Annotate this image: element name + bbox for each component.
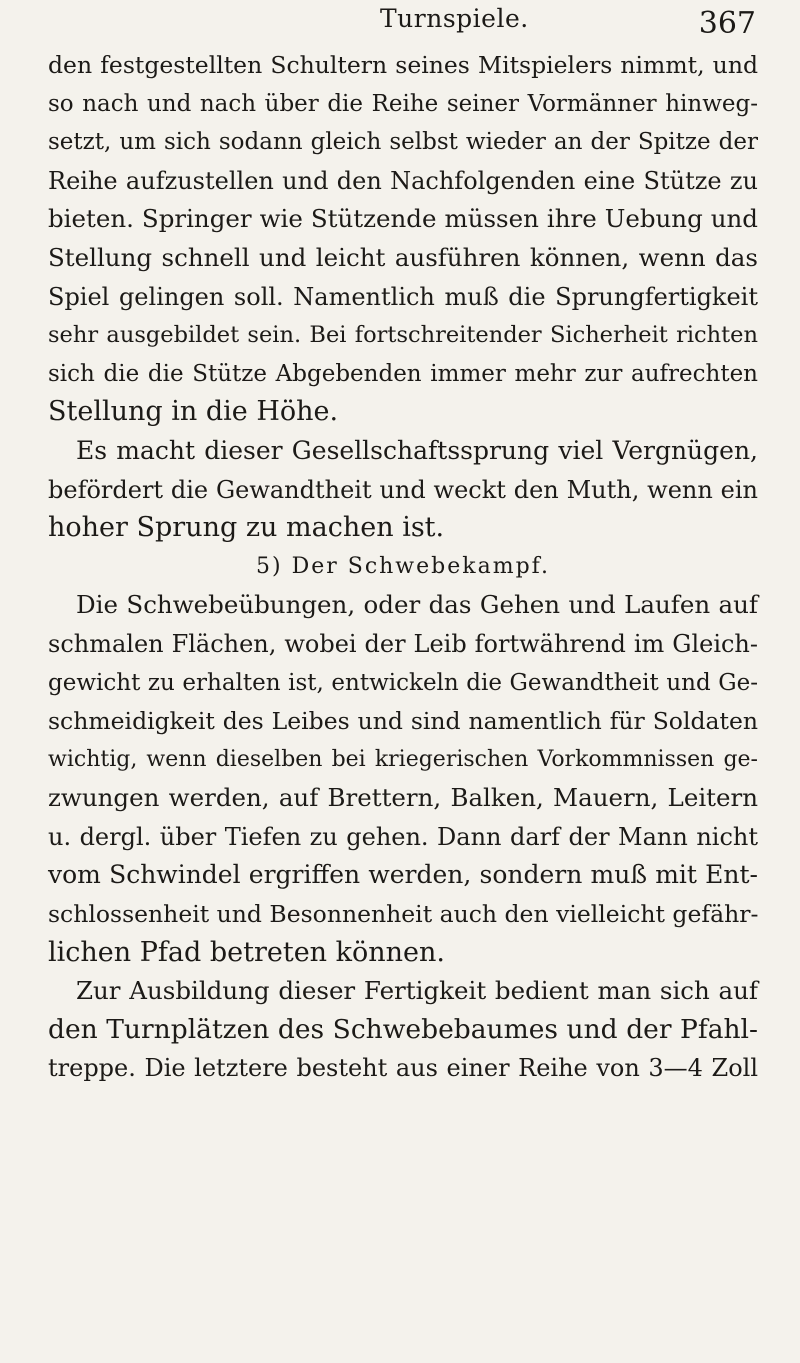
text-line: setzt, um sich sodann gleich selbst wieder an der Spitze der — [48, 129, 758, 156]
text-line: Zur Ausbildung dieser Fertigkeit bedient man sich auf — [76, 976, 758, 1006]
text-line: hoher Sprung zu machen ist. — [48, 512, 445, 544]
text-line: u. dergl. über Tiefen zu gehen. Dann darf der Mann nicht — [48, 822, 758, 851]
text-line: wichtig, wenn dieselben bei kriegerischen Vorkommnissen ge- — [48, 746, 758, 772]
text-line: zwungen werden, auf Brettern, Balken, Mauern, Leitern — [48, 783, 758, 813]
text-line: vom Schwindel ergriffen werden, sondern muß mit Ent- — [48, 860, 758, 890]
text-line: so nach und nach über die Reihe seiner Vormänner hinweg- — [48, 90, 758, 117]
section-heading: 5) Der Schwebekampf. — [256, 553, 550, 579]
text-line: Reihe aufzustellen und den Nachfolgenden eine Stütze zu — [48, 166, 758, 195]
running-title: Turnspiele. — [380, 4, 529, 33]
text-line: den festgestellten Schultern seines Mitspielers nimmt, und — [48, 51, 758, 79]
text-line: lichen Pfad betreten können. — [48, 936, 445, 968]
text-line: Es macht dieser Gesellschaftssprung viel Vergnügen, — [76, 435, 758, 465]
text-line: befördert die Gewandtheit und weckt den Muth, wenn ein — [48, 475, 758, 504]
text-line: gewicht zu erhalten ist, entwickeln die Gewandtheit und Ge- — [48, 669, 758, 696]
text-line: schmeidigkeit des Leibes und sind namentlich für Soldaten — [48, 707, 758, 736]
text-line: schlossenheit und Besonnenheit auch den vielleicht gefähr- — [48, 900, 759, 929]
page-number: 367 — [698, 6, 756, 41]
text-line: Spiel gelingen soll. Namentlich muß die Sprungfertigkeit — [48, 282, 758, 311]
text-line: treppe. Die letztere besteht aus einer Reihe von 3—4 Zoll — [48, 1054, 758, 1083]
text-line: Die Schwebeübungen, oder das Gehen und Laufen auf — [76, 590, 758, 620]
text-line: sehr ausgebildet sein. Bei fortschreitender Sicherheit richten — [48, 322, 758, 349]
text-line: sich die die Stütze Abgebenden immer mehr zur aufrechten — [48, 360, 758, 387]
text-line: Stellung schnell und leicht ausführen können, wenn das — [48, 242, 758, 272]
text-line: schmalen Flächen, wobei der Leib fortwährend im Gleich- — [48, 629, 758, 658]
text-line: Stellung in die Höhe. — [48, 396, 339, 428]
text-line: bieten. Springer wie Stützende müssen ihre Uebung und — [48, 204, 758, 234]
text-line: den Turnplätzen des Schwebebaumes und der Pfahl- — [48, 1013, 758, 1045]
body-text — [48, 46, 758, 1088]
